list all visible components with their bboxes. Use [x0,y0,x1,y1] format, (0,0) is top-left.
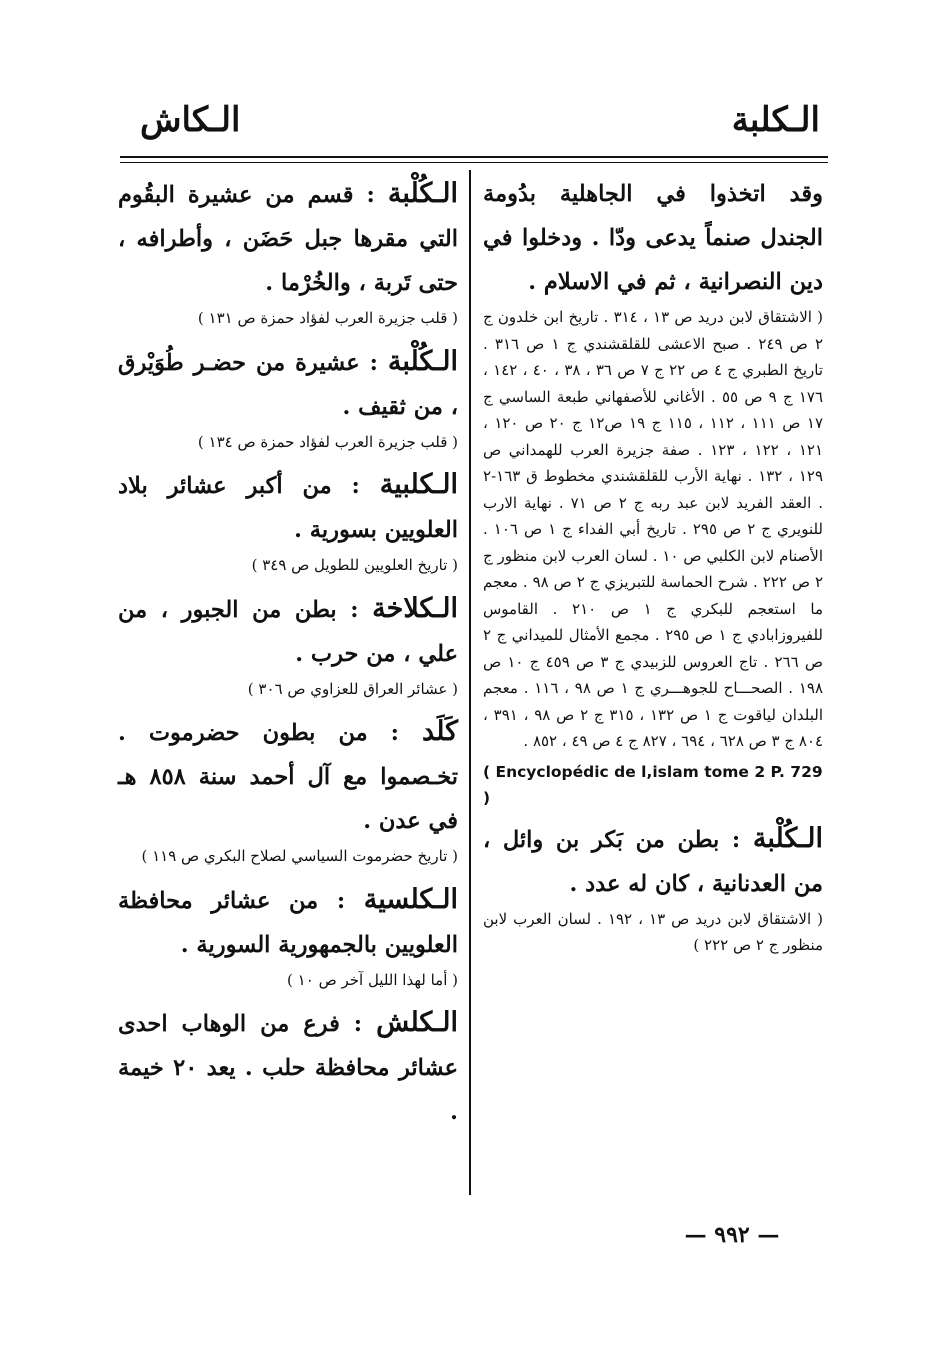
entry-term: كَلَد [422,716,458,747]
entry-text: : من أكبر عشائر بلاد العلويين بسورية . [118,473,458,543]
entry-term: الـكلسية [363,883,458,915]
right-column [483,172,823,959]
references-block: ( الاشتقاق لابن دريد ص ١٣ ، ٣١٤ . تاريخ ابن خلدون ج ٢ ص ٢٤٩ . صبح الاعشى للقلقشندي ج ١ ص ٣١٦ . تاريخ الطبري ج ٤ ص ٢٢ ج ٧ ص ٣٦ ، ٣٨ ، ٤٠ ، ١٤٢ ، ١٧٦ ج ٩ ص ٥٥ . الأغاني للأصفهاني طبعة الساسي ج ١٧ ص ١١١ ، ١١٢ ، ١١٥ ج ١٩ ص١٢ ج ٢٠ ص ١٢٠ ، ١٢١ ، ١٢٢ ، ١٢٣ . صفة جزيرة العرب للهمداني ص ١٢٩ ، ١٣٢ . نهاية الأرب للقلقشندي مخطوط ق ١٦٣-٢ . العقد الفريد لابن عبد ربه ج ٢ ص ٧١ . نهاية الارب للنويري ج ٢ ص ٢٩٥ . تاريخ أبي الفداء ج ١ ص ١٠٦ . الأصنام لابن الكلبي ص ١٠ . لسان العرب لابن منظور ج ٢ ص ٢٢٢ . شرح الحماسة للتبريزي ج ٢ ص ٩٨ . معجم ما استعجم للبكري ج ١ ص ٢١٠ . القاموس للفيروزابادي ج ١ ص ٢٩٥ . مجمع الأمثال للميداني ج ٢ ص ٢٦٦ . تاج العروس للزبيدي ج ٣ ص ٤٥٩ ج ١٠ ص ١٩٨ . الصحـــاح للجوهـــري ج ١ ص ٩٨ ، ١١٦ . معجم البلدان لياقوت ج ١ ص ١٣٢ ، ٣١٥ ج ٢ ص ٩٨ ، ٣٩١ ، ٨٠٤ ج ٣ ص ٦٢٨ ، ٦٩٤ ، ٨٢٧ ج ٤ ص ٤٩ ، ٨٥٢ . [483,308,824,750]
entry-text: : بطن من الجبور ، من علي ، من حرب . [118,596,458,667]
entry-reference: ( عشائر العراق للعزاوي ص ٣٠٦ ) [247,679,458,698]
intro-paragraph: وقد اتخذوا في الجاهلية بدُومة الجندل صنماً يدعى ودّا . ودخلوا في دين النصرانية ، ثم في الاسلام . [483,181,823,295]
left-column [118,172,458,1134]
page-number: — ٩٩٢ — [684,1222,780,1248]
entry-reference: ( الاشتقاق لابن دريد ص ١٣ ، ١٩٢ . لسان العرب لابن منظور ج ٢ ص ٢٢٢ ) [483,909,823,954]
header-rule-thin [120,162,828,163]
entry-kalad [118,710,458,843]
entry-text: : بطن من بَكر بن وائل ، من العدنانية ، كان له عدد . [483,826,823,897]
entry-kalsh [118,1001,458,1134]
entry-text: : من عشائر محافظة العلويين بالجمهورية السورية . [118,887,458,958]
entry-term: الـكلش [376,1007,458,1038]
entry-kalba-bakr [483,817,823,906]
entry-reference: ( أما لهذا الليل آخر ص ١٠ ) [287,970,458,989]
column-divider [469,170,471,1195]
entry-text: : عشيرة من حضـر طُوَيْرق ، من ثقيف . [118,349,458,420]
page-header [120,100,820,150]
entry-kalbiya [118,463,458,552]
entry-text: : من بطون حضرموت . تخـصموا مع آل أحمد سنة ٨٥٨ هـ في عدن . [118,720,459,834]
entry-kalba-thaqif [118,340,458,429]
header-rule-thick [120,156,828,158]
entry-term: الـكلبية [379,469,458,500]
entry-text: : قسم من عشيرة البقُوم التي مقرها جبل حَضَن ، وأطرافه ، حتى تَربة ، والخُرْما . [118,182,458,296]
entry-kalsiya [118,878,458,967]
latin-reference: ( Encyclopédic de l,islam tome 2 P. 729 ) [483,762,823,807]
entry-reference: ( تاريخ العلويين للطويل ص ٣٤٩ ) [251,556,458,574]
entry-term: الـكلاخة [372,592,458,624]
entry-reference: ( تاريخ حضرموت السياسي لصلاح البكري ص ١١٩ ) [141,847,458,865]
entry-term: الـكُلْبة [387,178,458,209]
entry-term: الـكُلْبة [752,822,823,854]
entry-text: : فرع من الوهاب احدى عشائر محافظة حلب . يعد ٢٠ خيمة . [118,1011,458,1125]
entry-reference: ( قلب جزيرة العرب لفؤاد حمزة ص ١٣٤ ) [197,432,458,451]
entry-term: الـكُلْبة [387,345,458,377]
entry-kalba-buqum [118,172,458,305]
running-head-left: الـكاش [140,100,241,140]
entry-kalakha [118,587,458,676]
entry-reference: ( قلب جزيرة العرب لفؤاد حمزة ص ١٣١ ) [197,309,458,327]
running-head-right: الـكلبة [731,100,820,140]
